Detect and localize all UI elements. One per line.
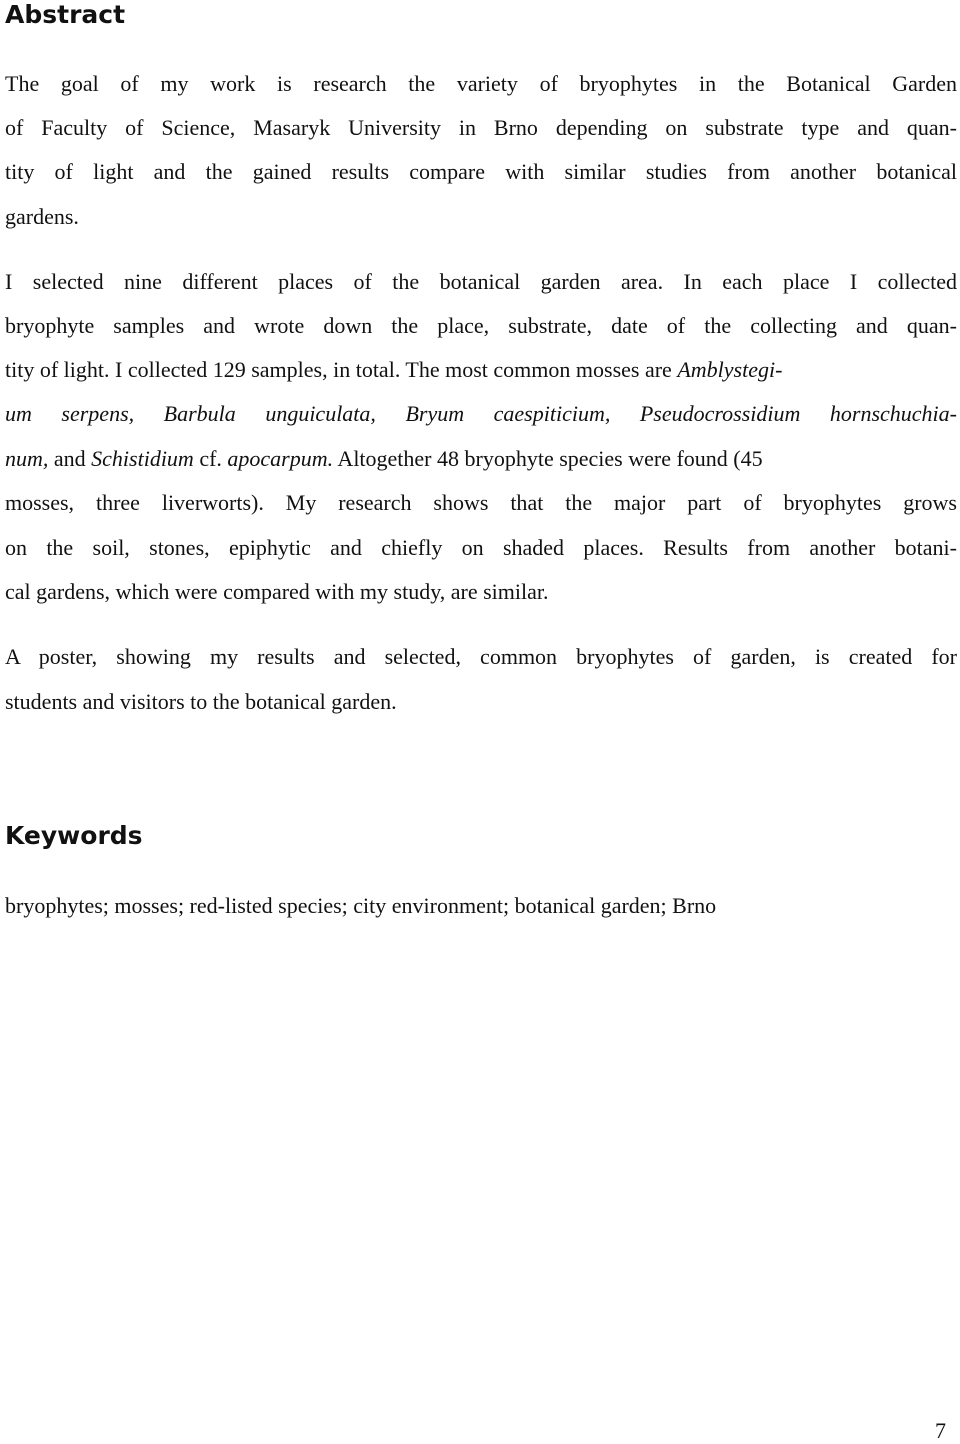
conjunction-text: and	[48, 446, 92, 471]
keywords-heading: Keywords	[5, 821, 143, 850]
species-name-fragment: num,	[5, 446, 49, 471]
abstract-p1-line-1: The goal of my work is research the variety of bryophytes in the Botanical Garden	[5, 71, 957, 96]
abstract-p3-line-1: A poster, showing my results and selected, common bryophytes of garden, is created for	[5, 644, 957, 669]
abstract-p2-line-4	[5, 399, 957, 429]
page-number: 7	[935, 1418, 946, 1443]
abstract-p2-line-3	[5, 355, 957, 385]
species-names-list: um serpens, Barbula unguiculata, Bryum caespiticium, Pseudocrossidium hornschuchia-	[5, 401, 957, 426]
abstract-p2-line-7: on the soil, stones, epiphytic and chiefly on shaded places. Results from another botani-	[5, 535, 957, 560]
abstract-p2-line-3-text: tity of light. I collected 129 samples, in total. The most common mosses are	[5, 357, 678, 382]
cf-text: cf.	[193, 446, 228, 471]
abstract-heading: Abstract	[5, 0, 126, 29]
abstract-p1-line-4: gardens.	[5, 204, 79, 229]
abstract-p2-line-2: bryophyte samples and wrote down the place, substrate, date of the collecting and quan-	[5, 313, 957, 338]
abstract-p2-line-5	[5, 444, 957, 474]
species-name-apocarpum: apocarpum.	[227, 446, 334, 471]
abstract-p2-line-1: I selected nine different places of the botanical garden area. In each place I collected	[5, 269, 957, 294]
abstract-p2-line-5-text: Altogether 48 bryophyte species were found (45	[333, 446, 763, 471]
abstract-p3-line-2: students and visitors to the botanical garden.	[5, 689, 397, 714]
species-name-schistidium: Schistidium	[91, 446, 194, 471]
keywords-text: bryophytes; mosses; red-listed species; city environment; botanical garden; Brno	[5, 893, 717, 918]
species-name-amblystegium: Amblystegi-	[677, 357, 783, 382]
abstract-p1-line-2: of Faculty of Science, Masaryk University in Brno depending on substrate type and quan-	[5, 115, 957, 140]
abstract-p1-line-3: tity of light and the gained results compare with similar studies from another botanical	[5, 159, 957, 184]
abstract-p2-line-8: cal gardens, which were compared with my study, are similar.	[5, 579, 549, 604]
abstract-p2-line-6: mosses, three liverworts). My research shows that the major part of bryophytes grows	[5, 490, 957, 515]
